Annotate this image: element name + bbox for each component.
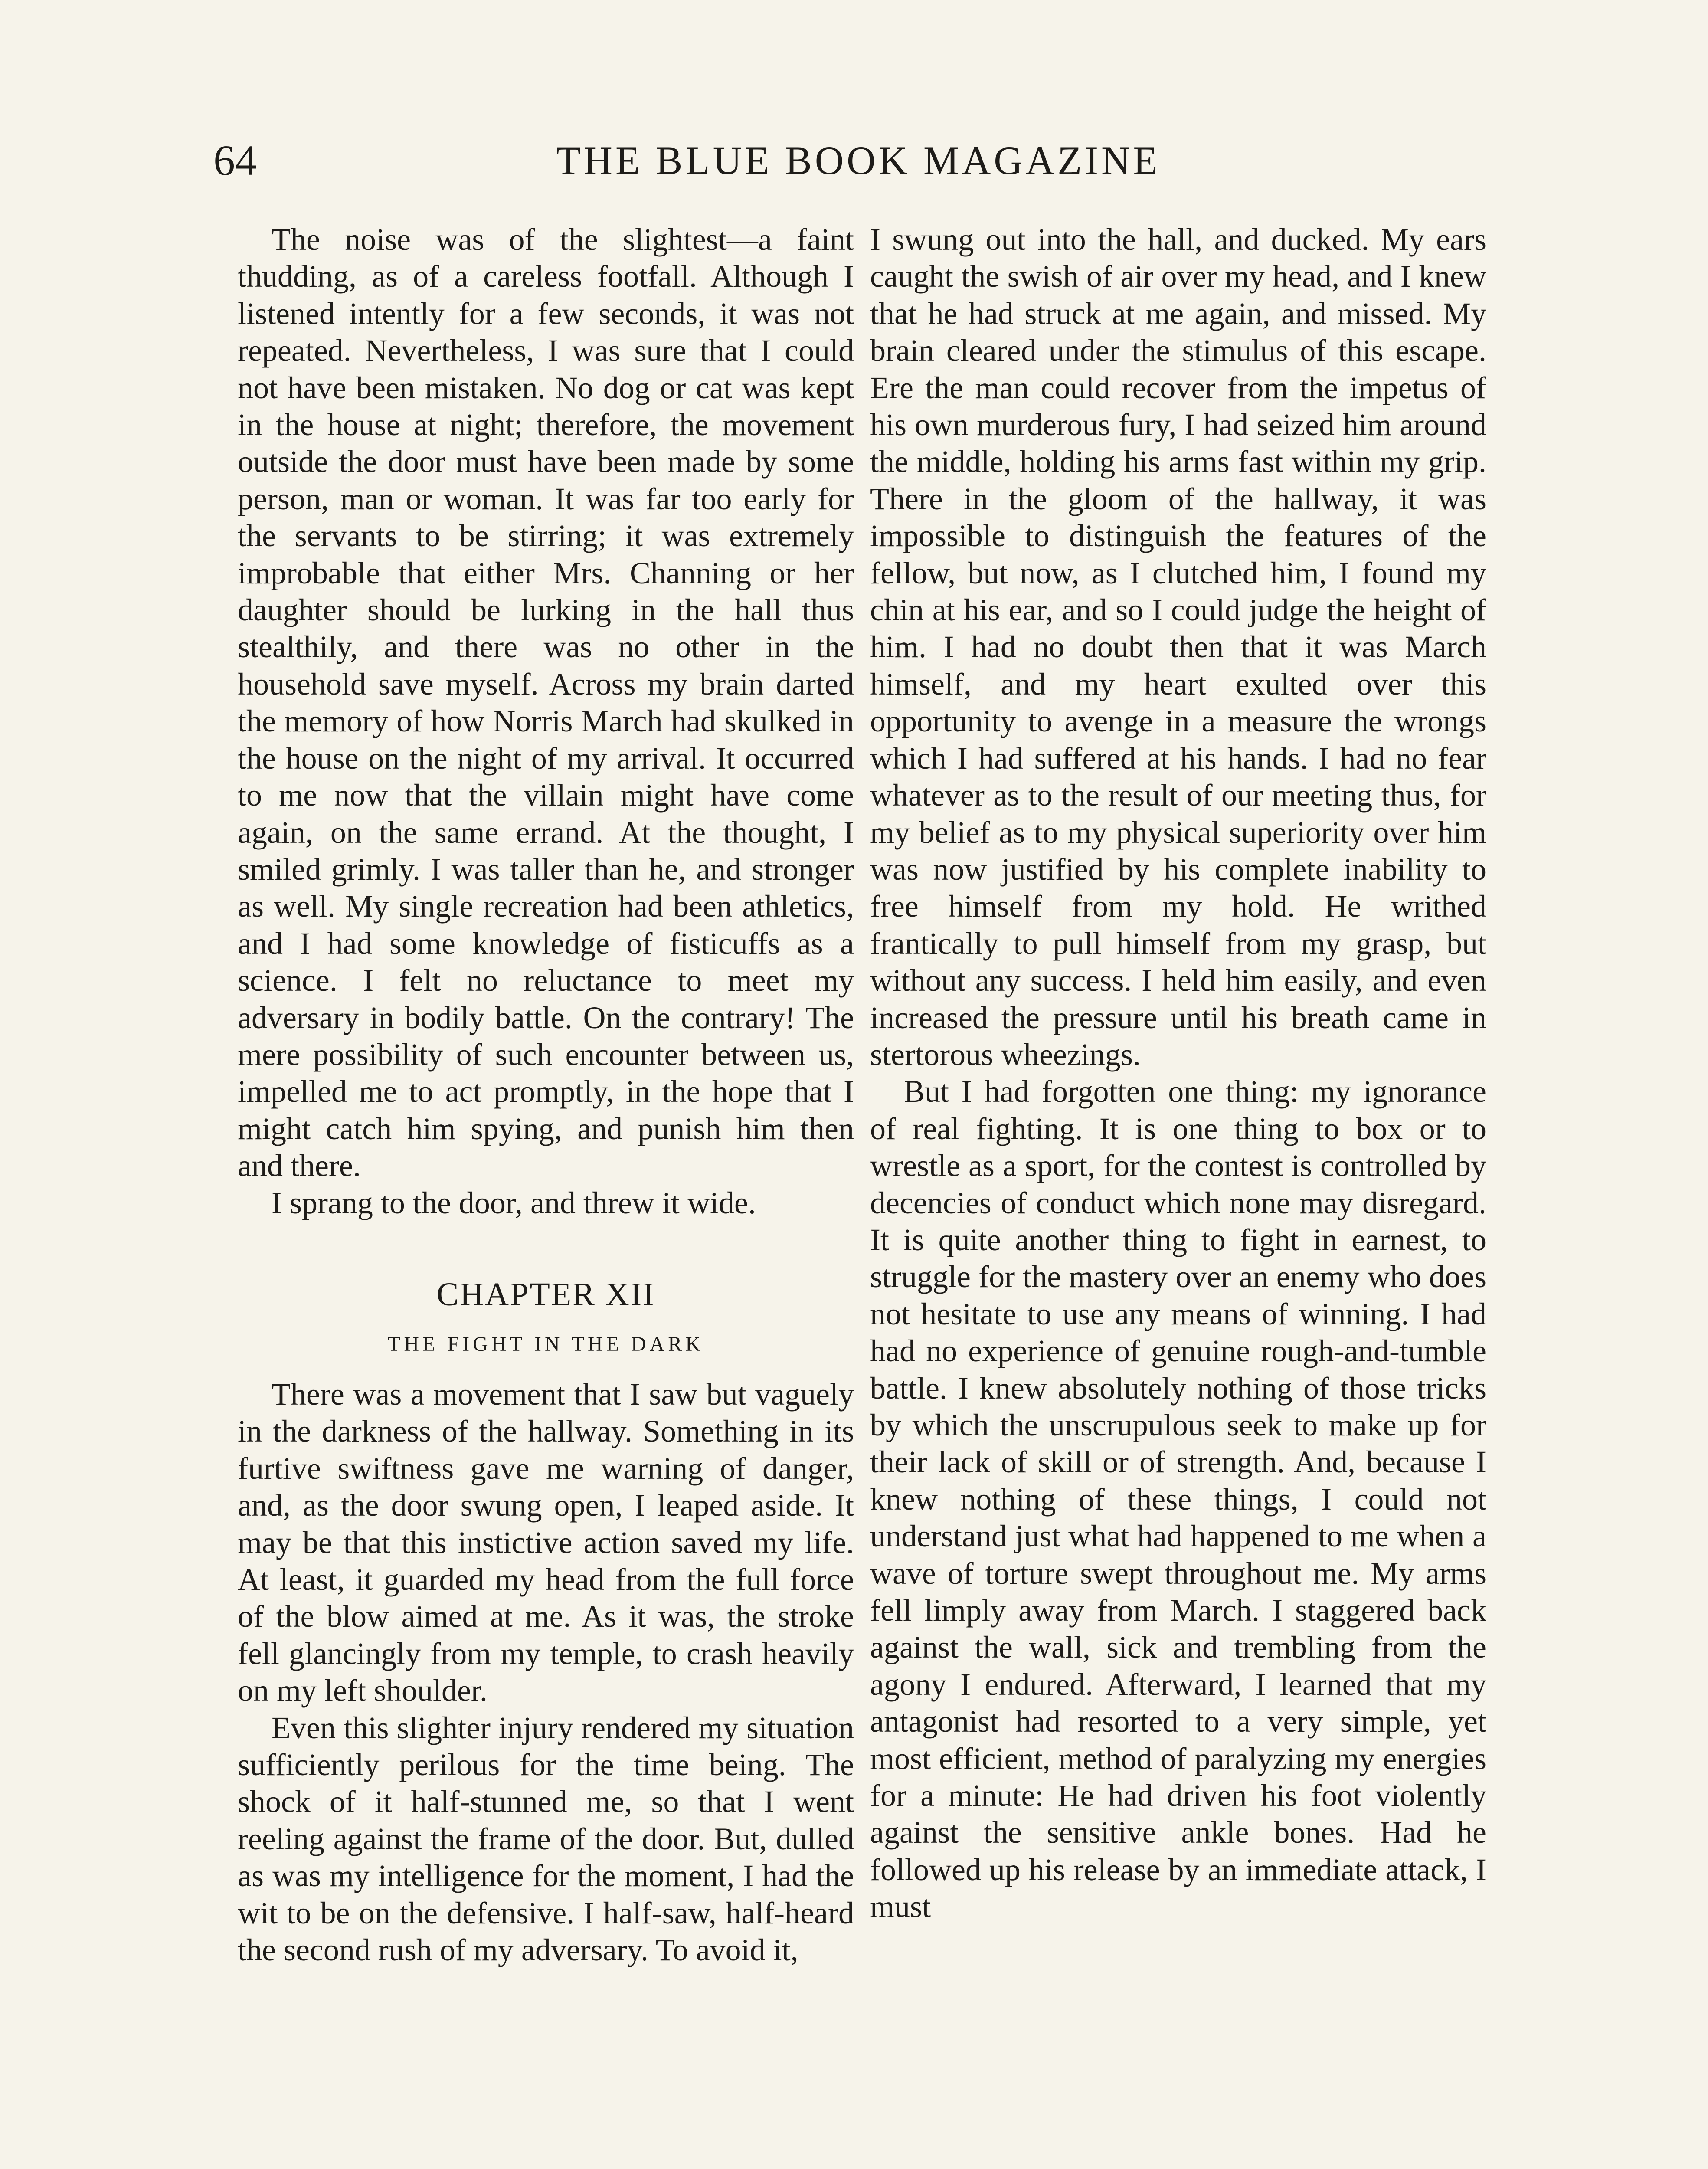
right-column: [870, 221, 1486, 2169]
chapter-subtitle: THE FIGHT IN THE DARK: [388, 1332, 704, 1356]
left-column: [238, 221, 854, 2169]
paragraph: I sprang to the door, and threw it wide.: [272, 1185, 756, 1220]
paragraph: The noise was of the slightest—a faint thudding, as of a careless footfall. Although I listened intently for a few seconds, it was not repeated. Nevertheless, I was sure that I could not have been mistaken. No dog or cat was kept in the house at night; therefore, the movement outside the door must have been made by some person, man or woman. It was far too early for the servants to be stirring; it was extremely improbable that either Mrs. Channing or her daughter should be lurking in the hall thus stealthily, and there was no other in the household save myself. Across my brain darted the memory of how Norris March had skulked in the house on the night of my arrival. It occurred to me now that the villain might have come again, on the same errand. At the thought, I smiled grimly. I was taller than he, and stronger as well. My single recreation had been athletics, and I had some knowledge of fisticuffs as a science. I felt no reluctance to meet my adversary in bodily battle. On the contrary! The mere possibility of such encounter between us, impelled me to act promptly, in the hope that I might catch him spying, and punish him then and there.: [238, 222, 854, 1183]
chapter-heading: CHAPTER XII: [436, 1276, 655, 1313]
paragraph: But I had forgotten one thing: my ignorance of real fighting. It is one thing to box or to wrestle as a sport, for the contest is controlled by decencies of conduct which none may disregard. It is quite another thing to fight in earnest, to struggle for the mastery over an enemy who does not hesitate to use any means of winning. I had had no experience of genuine rough-and-tumble battle. I knew absolutely nothing of those tricks by which the unscrupulous seek to make up for their lack of skill or of strength. And, because I knew nothing of these things, I could not understand just what had happened to me when a wave of torture swept throughout me. My arms fell limply away from March. I staggered back against the wall, sick and trembling from the agony I endured. Afterward, I learned that my antagonist had resorted to a very simple, yet most efficient, method of paralyzing my energies for a minute: He had driven his foot violently against the sensitive ankle bones. Had he followed up his release by an immediate attack, I must: [870, 1074, 1486, 1924]
page-number: 64: [213, 136, 257, 184]
page-header: [213, 130, 1503, 200]
running-title: THE BLUE BOOK MAGAZINE: [556, 138, 1161, 183]
paragraph-continuation: I swung out into the hall, and ducked. My ears caught the swish of air over my head, and I knew that he had struck at me again, and missed. My brain cleared under the stimulus of this escape. Ere the man could recover from the impetus of his own murderous fury, I had seized him around the middle, holding his arms fast within my grip. There in the gloom of the hallway, it was impossible to distinguish the features of the fellow, but now, as I clutched him, I found my chin at his ear, and so I could judge the height of him. I had no doubt then that it was March himself, and my heart exulted over this opportunity to avenge in a measure the wrongs which I had suffered at his hands. I had no fear whatever as to the result of our meeting thus, for my belief as to my physical superiority over him was now justified by his complete inability to free himself from my hold. He writhed frantically to pull himself from my grasp, but without any success. I held him easily, and even increased the pressure until his breath came in stertorous wheezings.: [870, 222, 1486, 1072]
paragraph: There was a movement that I saw but vaguely in the darkness of the hallway. Something in its furtive swiftness gave me warning of danger, and, as the door swung open, I leaped aside. It may be that this instictive action saved my life. At least, it guarded my head from the full force of the blow aimed at me. As it was, the stroke fell glancingly from my temple, to crash heavily on my left shoulder.: [238, 1376, 854, 1708]
paragraph: Even this slighter injury rendered my situation sufficiently perilous for the time being. The shock of it half-stunned me, so that I went reeling against the frame of the door. But, dulled as was my intelligence for the moment, I had the wit to be on the defensive. I half-saw, half-heard the second rush of my adversary. To avoid it,: [238, 1710, 854, 1968]
